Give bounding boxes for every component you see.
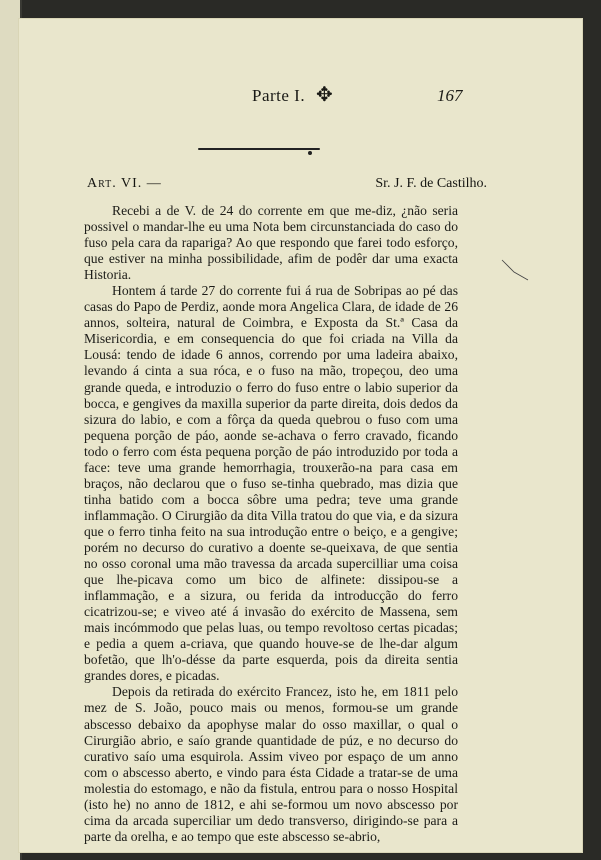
header-rule <box>198 148 320 150</box>
article-body <box>84 203 458 845</box>
paragraph: Depois da retirada do exército Francez, isto he, em 1811 pelo mez de S. João, pouco mais ou menos, formou-se um grande abscesso debaixo da apophyse malar do osso maxillar, o qual o Cirurgião abrio, e saío grande quantidade de púz, e no decurso do curativo saío uma esquirola. Assim viveo por espaço de um anno com o abscesso aberto, e vindo para ésta Cidade a tratar-se de uma molestia do estomago, e não da fistula, entrou para o nosso Hospital (isto he) no anno de 1812, e ahi se-formou um novo abscesso por cima da arcada superciliar um dedo transverso, dirigindo-se para a parte da orelha, e ao tempo que este abscesso se-abrio, <box>84 684 458 844</box>
margin-pen-mark <box>500 258 530 282</box>
article-heading <box>87 176 487 194</box>
addressee: Sr. J. F. de Castilho. <box>375 176 487 191</box>
page-number: 167 <box>437 86 463 105</box>
rule-ornament <box>308 151 312 155</box>
running-header <box>0 86 601 116</box>
article-label: Art. VI. — <box>87 176 162 191</box>
ornament-icon: ✥ <box>316 84 333 106</box>
paragraph: Recebi a de V. de 24 do corrente em que me-diz, ¿não seria possivel o mandar-lhe eu uma Nota bem circunstanciada do caso do fuso pela cara da rapariga? Ao que respondo que farei todo esforço, que estiver na minha possibilidade, afim de podêr dar uma exacta Historia. <box>84 203 458 283</box>
paragraph: Hontem á tarde 27 do corrente fui á rua de Sobripas ao pé das casas do Papo de Perdiz, aonde mora Angelica Clara, de idade de 26 annos, solteira, natural de Coimbra, e Exposta da St.ª Casa da Misericordia, e em consequencia do que foi criada na Villa da Lousá: tendo de idade 6 annos, correndo por uma ladeira abaixo, levando á cinta a sua róca, e o fuso na mão, tropeçou, deo uma grande queda, e introduzio o ferro do fuso entre o labio superior da bocca, e gengives da maxilla superior da parte direita, dois dedos da sizura do labio, e com a fôrça da queda quebrou o fuso com uma pequena porção de páo, aonde se-achava o ferro cravado, ficando todo o ferro com ésta pequena porção de páo introduzido por toda a face: teve uma grande hemorrhagia, trouxerão-na para casa em braços, não declarou que o fuso se-tinha quebrado, mas dizia que tinha batido com a bocca sôbre uma pedra; teve uma grande inflammação. O Cirurgião da dita Villa tratou do que via, e da sizura que o ferro tinha feito na sua introdução entre o beiço, e a gengive; porém no decurso do curativo a doente se-queixava, de que sentia no osso coronal uma mão travessa da arcada supercilliar uma coisa que lhe-picava como um bico de alfinete: dissipou-se a inflammação, e a sizura, ou ferida da introducção do ferro cicatrizou-se; e viveo até á invasão do exército de Massena, sem mais incómmodo que pelas luas, ou tempo revoltoso certas picadas; e pedia a quem a-criava, que quando houve-se de lhe-dar algum bofetão, que lh'o-désse da parte esquerda, pois da direita sentia grandes dores, e picadas. <box>84 283 458 684</box>
part-heading: Parte I. <box>252 86 306 105</box>
